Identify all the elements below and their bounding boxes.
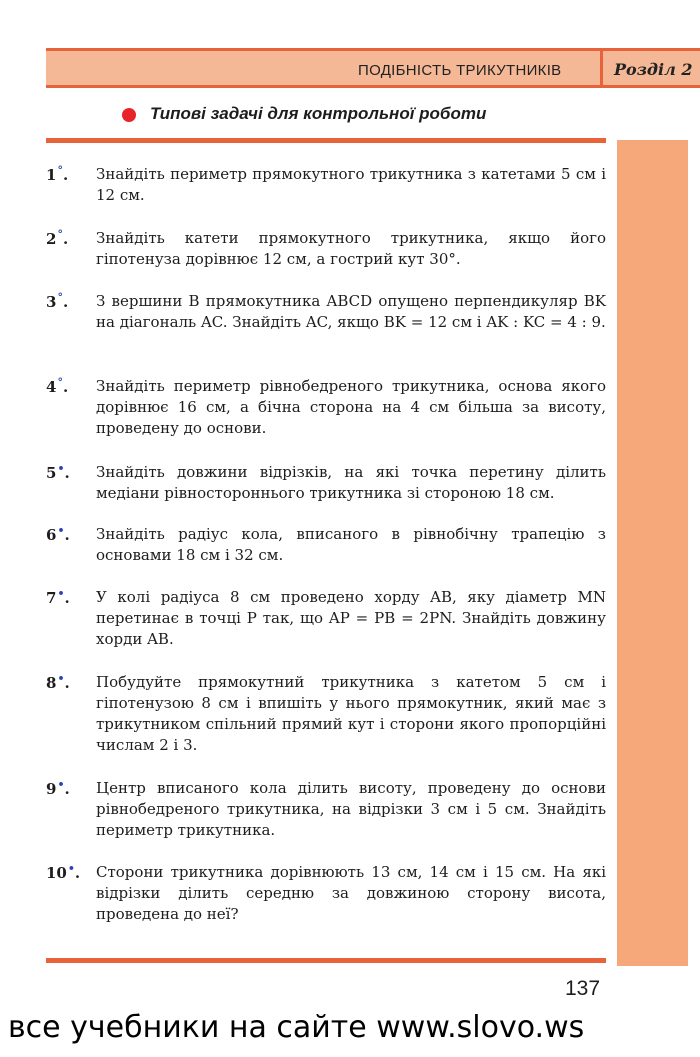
problem-number: 9•. — [46, 778, 70, 798]
side-margin-bar — [617, 140, 688, 966]
problem-number: 10•. — [46, 862, 81, 882]
section-heading: Типові задачі для контрольної роботи — [150, 104, 487, 123]
header-divider — [600, 51, 603, 85]
problem-number: 2°. — [46, 228, 69, 248]
problem-text: Знайдіть довжини відрізків, на які точка перетину ділить медіани рівностороннього трикутника зі стороною 18 см. — [96, 463, 606, 502]
problem-text: Сторони трикутника дорівнюють 13 см, 14 см і 15 см. На які відрізки ділить середню за довжиною сторону висота, проведена до неї? — [96, 863, 606, 923]
problem-number: 1°. — [46, 164, 69, 184]
problem-number: 3°. — [46, 291, 69, 311]
problem-text: Знайдіть периметр рівнобедреного трикутника, основа якого дорівнює 16 см, а бічна сторона на 4 см більша за висоту, проведену до основи. — [96, 377, 606, 437]
problem-number: 4°. — [46, 376, 69, 396]
problem-text: Побудуйте прямокутний трикутника з катетом 5 см і гіпотенузою 8 см і впишіть у нього прямокутник, який має з трикутником спільний прямий кут і сторони якого пропорційні числам 2 і 3. — [96, 673, 606, 754]
bottom-rule — [46, 958, 606, 963]
running-header-title: ПОДІБНІСТЬ ТРИКУТНИКІВ — [358, 62, 562, 79]
problem-text: З вершини B прямокутника ABCD опущено перпендикуляр BK на діагональ AC. Знайдіть AC, якщо BK = 12 см і AK : KC = 4 : 9. — [96, 292, 606, 331]
top-rule — [46, 138, 606, 143]
problem-number: 7•. — [46, 587, 70, 607]
footer-watermark-text: все учебники на сайте www.slovo.ws — [8, 1010, 585, 1045]
problem-text: У колі радіуса 8 см проведено хорду AB, яку діаметр MN перетинає в точці P так, що AP = PB = 2PN. Знайдіть довжину хорди AB. — [96, 588, 606, 648]
problem-number: 8•. — [46, 672, 70, 692]
page-number: 137 — [565, 977, 601, 1000]
problem-text: Центр вписаного кола ділить висоту, проведену до основи рівнобедреного трикутника, на відрізки 3 см і 5 см. Знайдіть периметр трикутника. — [96, 779, 606, 839]
problem-text: Знайдіть радіус кола, вписаного в рівнобічну трапецію з основами 18 см і 32 см. — [96, 525, 606, 564]
problem-number: 6•. — [46, 524, 70, 544]
red-bullet-icon — [122, 108, 136, 122]
problem-text: Знайдіть катети прямокутного трикутника, якщо його гіпотенуза дорівнює 12 см, а гострий кут 30°. — [96, 229, 606, 268]
problem-text: Знайдіть периметр прямокутного трикутника з катетами 5 см і 12 см. — [96, 165, 606, 204]
problem-number: 5•. — [46, 462, 70, 482]
running-header-section: Розділ 2 — [614, 60, 693, 79]
